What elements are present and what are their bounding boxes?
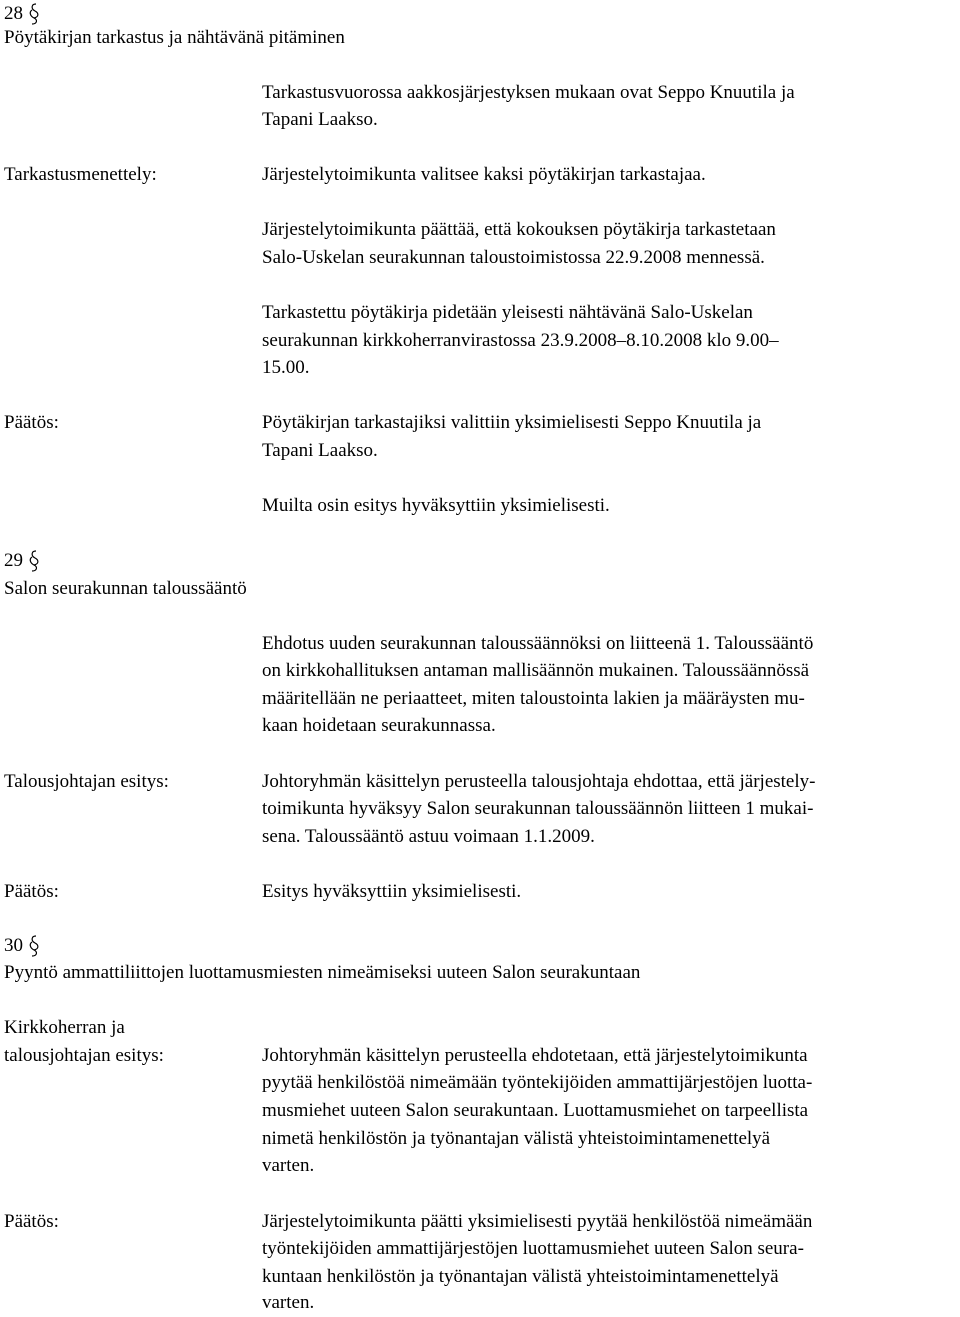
section-30-paatos-line: Järjestelytoimikunta päätti yksimielisesti pyytää henkilöstöä nimeämään xyxy=(262,1211,813,1232)
section-28-text-line: Salo-Uskelan seurakunnan taloustoimistossa 22.9.2008 mennessä. xyxy=(262,247,765,268)
section-29-intro-line: Ehdotus uuden seurakunnan taloussäännöksi on liitteenä 1. Taloussääntö xyxy=(262,633,814,654)
section-28-paatos-line: Pöytäkirjan tarkastajiksi valittiin yksimielisesti Seppo Knuutila ja xyxy=(262,412,762,433)
section-28-intro-line: Tapani Laakso. xyxy=(262,109,378,130)
section-28-paatos-label: Päätös: xyxy=(4,412,59,433)
section-30-paatos-line: varten. xyxy=(262,1292,315,1313)
section-number-text: 28 xyxy=(4,3,23,24)
section-30-esitys-label: talousjohtajan esitys: xyxy=(4,1045,164,1066)
section-30-esitys-line: nimetä henkilöstön ja työnantajan välistä yhteistoimintamenettelyä xyxy=(262,1128,771,1149)
section-30-esitys-line: varten. xyxy=(262,1155,315,1176)
section-28-text-line: Järjestelytoimikunta päättää, että kokouksen pöytäkirja tarkastetaan xyxy=(262,219,776,240)
section-28-text-line: seurakunnan kirkkoherranvirastossa 23.9.2008–8.10.2008 klo 9.00– xyxy=(262,330,779,351)
section-sign-icon xyxy=(29,934,39,958)
section-28-title: Pöytäkirjan tarkastus ja nähtävänä pitäminen xyxy=(4,27,345,48)
section-30-esitys-line: pyytää henkilöstöä nimeämään työntekijöiden ammattijärjestöjen luotta- xyxy=(262,1072,813,1093)
section-29-intro-line: määritellään ne periaatteet, miten taloustointa lakien ja määräysten mu- xyxy=(262,688,805,709)
section-30-paatos-line: kuntaan henkilöstön ja työnantajan välistä yhteistoimintamenettelyä xyxy=(262,1266,779,1287)
section-28-method-line: Järjestelytoimikunta valitsee kaksi pöytäkirjan tarkastajaa. xyxy=(262,164,706,185)
section-29-intro-line: kaan hoidetaan seurakunnassa. xyxy=(262,715,496,736)
section-29-esitys-line: sena. Taloussääntö astuu voimaan 1.1.2009. xyxy=(262,826,595,847)
section-number-text: 29 xyxy=(4,550,23,571)
section-29-esitys-label: Talousjohtajan esitys: xyxy=(4,771,169,792)
section-30-esitys-label: Kirkkoherran ja xyxy=(4,1017,125,1038)
section-30-paatos-line: työntekijöiden ammattijärjestöjen luottamusmiehet uuteen Salon seura- xyxy=(262,1238,804,1259)
section-28-paatos-line: Tapani Laakso. xyxy=(262,440,378,461)
section-29-paatos-line: Esitys hyväksyttiin yksimielisesti. xyxy=(262,881,522,902)
section-28-text-line: 15.00. xyxy=(262,357,310,378)
section-29-esitys-line: Johtoryhmän käsittelyn perusteella talousjohtaja ehdottaa, että järjestely- xyxy=(262,771,816,792)
section-30-paatos-label: Päätös: xyxy=(4,1211,59,1232)
section-30-number xyxy=(4,932,39,960)
section-29-intro-line: on kirkkohallituksen antaman mallisäännön mukainen. Taloussäännössä xyxy=(262,660,810,681)
section-30-esitys-line: musmiehet uuteen Salon seurakuntaan. Luottamusmiehet on tarpeellista xyxy=(262,1100,809,1121)
section-sign-icon xyxy=(29,549,39,573)
section-30-title: Pyyntö ammattiliittojen luottamusmiesten nimeämiseksi uuteen Salon seurakuntaan xyxy=(4,962,641,983)
section-30-esitys-line: Johtoryhmän käsittelyn perusteella ehdotetaan, että järjestelytoimikunta xyxy=(262,1045,808,1066)
section-number-text: 30 xyxy=(4,935,23,956)
section-29-paatos-label: Päätös: xyxy=(4,881,59,902)
section-28-extra-line: Muilta osin esitys hyväksyttiin yksimielisesti. xyxy=(262,495,610,516)
section-29-title: Salon seurakunnan taloussääntö xyxy=(4,578,247,599)
section-28-intro-line: Tarkastusvuorossa aakkosjärjestyksen mukaan ovat Seppo Knuutila ja xyxy=(262,82,795,103)
section-sign-icon xyxy=(29,2,39,26)
section-28-method-label: Tarkastusmenettely: xyxy=(4,164,157,185)
section-29-number xyxy=(4,547,39,575)
section-28-text-line: Tarkastettu pöytäkirja pidetään yleisesti nähtävänä Salo-Uskelan xyxy=(262,302,753,323)
section-29-esitys-line: toimikunta hyväksyy Salon seurakunnan taloussäännön liitteen 1 mukai- xyxy=(262,798,814,819)
